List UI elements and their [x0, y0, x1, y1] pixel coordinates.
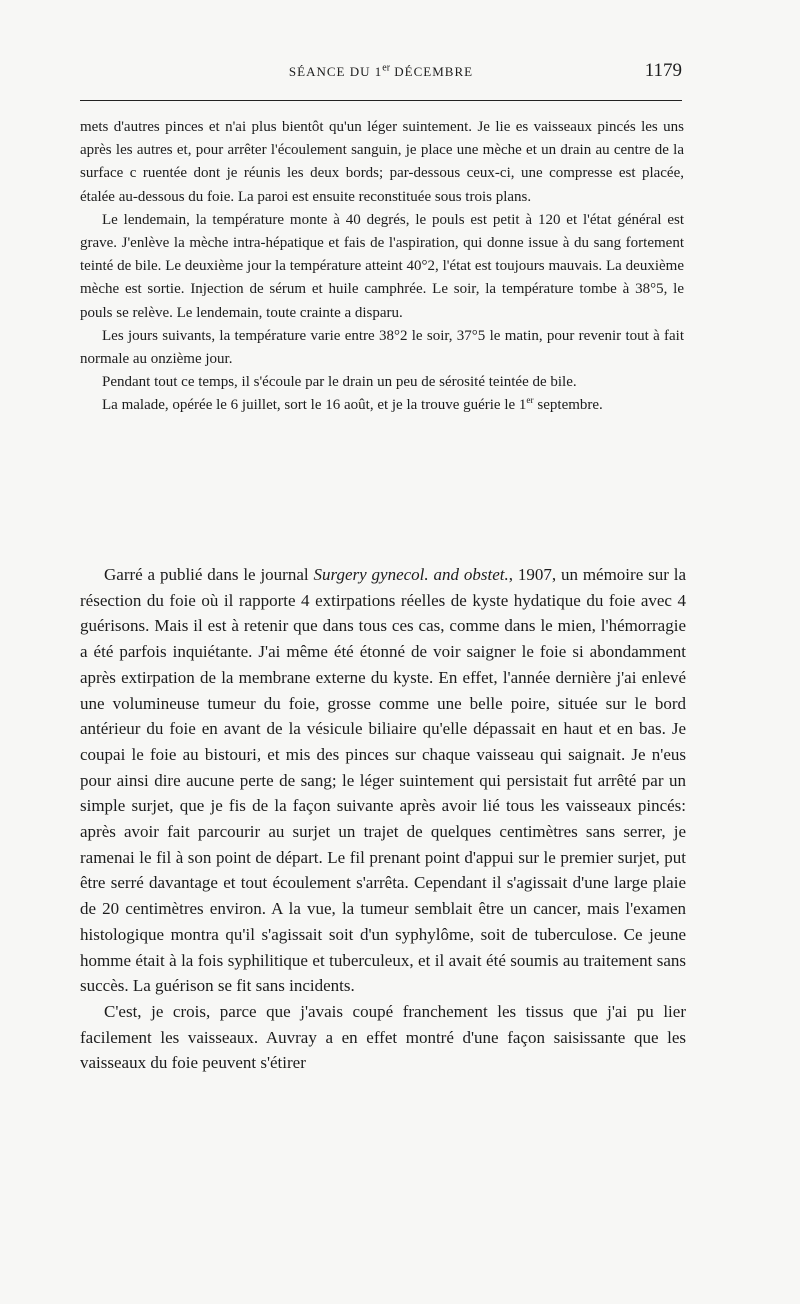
paragraph-discharge	[80, 394, 684, 417]
discharge-text: La malade, opérée le 6 juillet, sort le 16 août, et je la trouve guérie le 1	[102, 397, 527, 414]
page-number: 1179	[644, 60, 682, 81]
discharge-superscript: er	[526, 396, 534, 407]
running-header	[80, 60, 682, 86]
header-title-month: DÉCEMBRE	[390, 64, 474, 79]
discharge-text-end: septembre.	[533, 397, 603, 414]
paragraph-following-days: Les jours suivants, la température varie entre 38°2 le soir, 37°5 le matin, pour revenir tout à fait normale au onzième jour.	[80, 327, 684, 368]
discussion-section	[80, 562, 686, 1076]
header-title-text: SÉANCE DU 1	[288, 64, 383, 79]
header-rule	[80, 100, 682, 101]
garre-text-start: Garré a publié dans le journal	[104, 565, 314, 584]
paragraph-garre	[80, 562, 686, 999]
paragraph-auvray: C'est, je crois, parce que j'avais coupé franchement les tissus que j'ai pu lier facilement les vaisseaux. Auvray a en effet montré d'une façon saisissante que les vaisseaux du foie peuvent s'étirer	[80, 1001, 686, 1073]
journal-title: Surgery gynecol. and obstet.	[313, 565, 509, 584]
paragraph-postop-day-one: Le lendemain, la température monte à 40 degrés, le pouls est petit à 120 et l'état général est grave. J'enlève la mèche intra-hépatique et fais de l'aspiration, qui donne issue à du sang fortement teinté de bile. Le deuxième jour la température atteint 40°2, l'état est toujours mauvais. La deuxième mèche est sortie. Injection de sérum et huile camphrée. Le soir, la température tombe à 38°5, le pouls se relève. Le lendemain, toute crainte a disparu.	[80, 211, 684, 321]
case-report-section	[80, 116, 684, 418]
header-title-superscript: er	[382, 62, 391, 74]
header-title	[80, 64, 682, 80]
paragraph-drainage: Pendant tout ce temps, il s'écoule par le drain un peu de sérosité teintée de bile.	[102, 374, 577, 391]
paragraph-continued: mets d'autres pinces et n'ai plus bientôt qu'un léger suintement. Je lie es vaisseaux pincés les uns après les autres et, pour arrêter l'écoulement sanguin, je place une mèche et un drain au centre de la surface c ruentée dont je réunis les deux bords; par-dessous ceux-ci, une compresse est placée, étalée au-dessous du foie. La paroi est ensuite reconstituée sous trois plans.	[80, 119, 684, 205]
garre-text-rest: , 1907, un mémoire sur la résection du foie où il rapporte 4 extirpations réelles de kyste hydatique du foie avec 4 guérisons. Mais il est à retenir que dans tous ces cas, comme dans le mien, l'hémorragie a été parfois inquiétante. J'ai même été étonné de voir saigner le foie si abondamment après extirpation de la membrane externe du kyste. En effet, l'année dernière j'ai enlevé une volumineuse tumeur du foie, grosse comme une belle poire, située sur le bord antérieur du foie en avant de la vésicule biliaire qu'elle dépassait en haut et en bas. Je coupai le foie au bistouri, et mis des pinces sur chaque vaisseau qui saignait. Je n'eus pour ainsi dire aucune perte de sang; le léger suintement qui persistait fut arrêté par un simple surjet, que je fis de la façon suivante après avoir lié tous les vaisseaux pincés: après avoir fait parcourir au surjet un trajet de quelques centimètres sans serrer, je ramenai le fil à son point de départ. Le fil prenant point d'appui sur le premier surjet, put être serré davantage et tout écoulement s'arrêta. Cependant il s'agissait d'une large plaie de 20 centimètres environ. A la vue, la tumeur semblait être un cancer, mais l'examen histologique montra qu'il s'agissait soit d'un syphylôme, soit de tuberculose. Ce jeune homme était à la fois syphilitique et tuberculeux, et il avait été soumis au traitement sans succès. La guérison se fit sans incidents.	[80, 565, 687, 996]
